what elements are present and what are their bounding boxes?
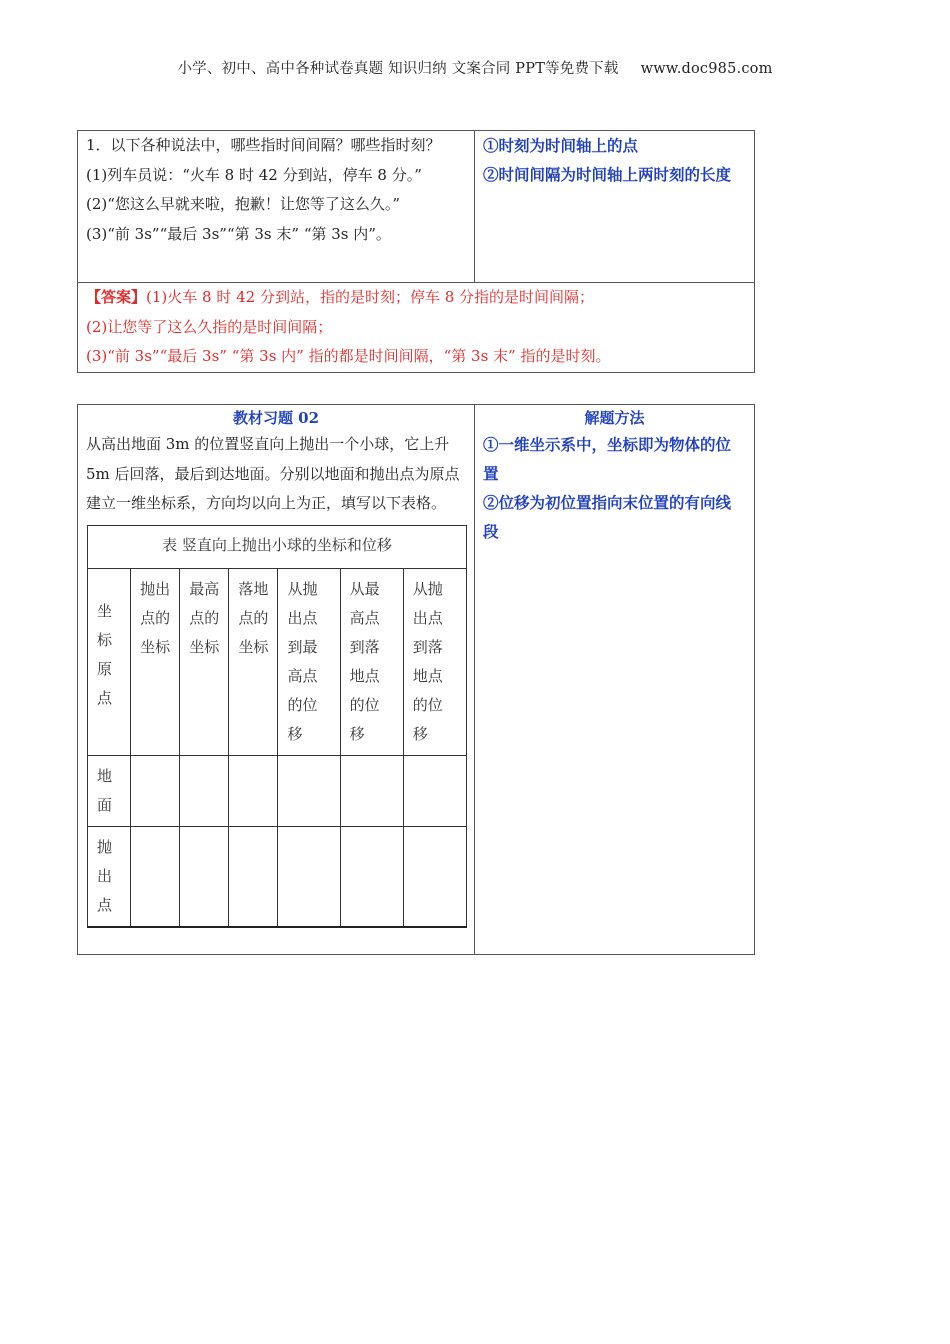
method-item: ②位移为初位置指向末位置的有向线段: [483, 493, 732, 541]
table-cell: [131, 755, 180, 826]
problem1-question-line: 1．以下各种说法中，哪些指时间间隔？哪些指时刻？: [86, 136, 441, 154]
table-header-cell: 从抛出点到落地点的位移: [403, 568, 466, 755]
table-cell: [403, 755, 466, 826]
table-header-cell: 最高点的坐标: [180, 568, 229, 755]
table-cell: [229, 755, 278, 826]
answer-line: (1)火车 8 时 42 分到站，指的是时刻；停车 8 分指的是时间间隔；: [146, 288, 595, 306]
problem1-tip: ②时间间隔为时间轴上两时刻的长度: [483, 165, 732, 184]
table-header-cell: 从抛出点到最高点的位移: [278, 568, 340, 755]
table-cell: [180, 826, 229, 927]
table-cell: [340, 755, 403, 826]
page-header: [0, 57, 950, 78]
answer-tag: 【答案】: [86, 288, 147, 306]
table-cell: [340, 826, 403, 927]
answer-line: (3)“前 3s”“最后 3s” “第 3s 内” 指的都是时间间隔，“第 3s 末” 指的是时刻。: [86, 347, 611, 365]
problem1-box: [77, 130, 755, 373]
table-row: [88, 755, 467, 826]
problem1-tips: [475, 131, 755, 283]
header-site-slogan: 小学、初中、高中各种试卷真题 知识归纳 文案合同 PPT等免费下载: [177, 61, 619, 77]
problem1-answer: [78, 283, 755, 373]
table-header-cell: 抛出点的坐标: [131, 568, 180, 755]
problem2-text: 从高出地面 3m 的位置竖直向上抛出一个小球，它上升 5m 后回落，最后到达地面。分别以地面和抛出点为原点建立一维坐标系，方向均以向上为正，填写以下表格。: [86, 435, 460, 512]
method-title: 解题方法: [584, 409, 645, 427]
table-cell: [278, 755, 340, 826]
problem1-question-line: (1)列车员说：“火车 8 时 42 分到站，停车 8 分。”: [86, 165, 422, 184]
table-header-cell: 坐标原点: [88, 568, 131, 755]
answer-line: (2)让您等了这么久指的是时间间隔；: [86, 317, 333, 336]
problem1-tip: ①时刻为时间轴上的点: [483, 136, 639, 155]
table-row: [88, 826, 467, 927]
table-cell: [131, 826, 180, 927]
table-cell: [403, 826, 466, 927]
table-cell: [278, 826, 340, 927]
table-header-cell: 从最高点到落地点的位移: [340, 568, 403, 755]
problem1-question: [78, 131, 475, 283]
table-row-label: 地面: [88, 755, 131, 826]
table-caption: 表 竖直向上抛出小球的坐标和位移: [88, 525, 467, 568]
table-cell: [229, 826, 278, 927]
problem2-title: 教材习题 02: [232, 409, 320, 427]
method-item: ①一维坐示系中，坐标即为物体的位置: [483, 435, 732, 483]
problem1-question-line: (3)“前 3s”“最后 3s”“第 3s 末” “第 3s 内”。: [86, 224, 391, 243]
coordinate-table: [87, 525, 467, 928]
problem2-box: [77, 404, 755, 955]
table-row-label: 抛出点: [88, 826, 131, 927]
header-site-url: www.doc985.com: [640, 61, 773, 77]
table-header-cell: 落地点的坐标: [229, 568, 278, 755]
problem2-left: [78, 405, 475, 955]
table-cell: [180, 755, 229, 826]
problem1-question-line: (2)“您这么早就来啦，抱歉！让您等了这么久。”: [86, 195, 401, 213]
problem2-method: [475, 405, 755, 955]
